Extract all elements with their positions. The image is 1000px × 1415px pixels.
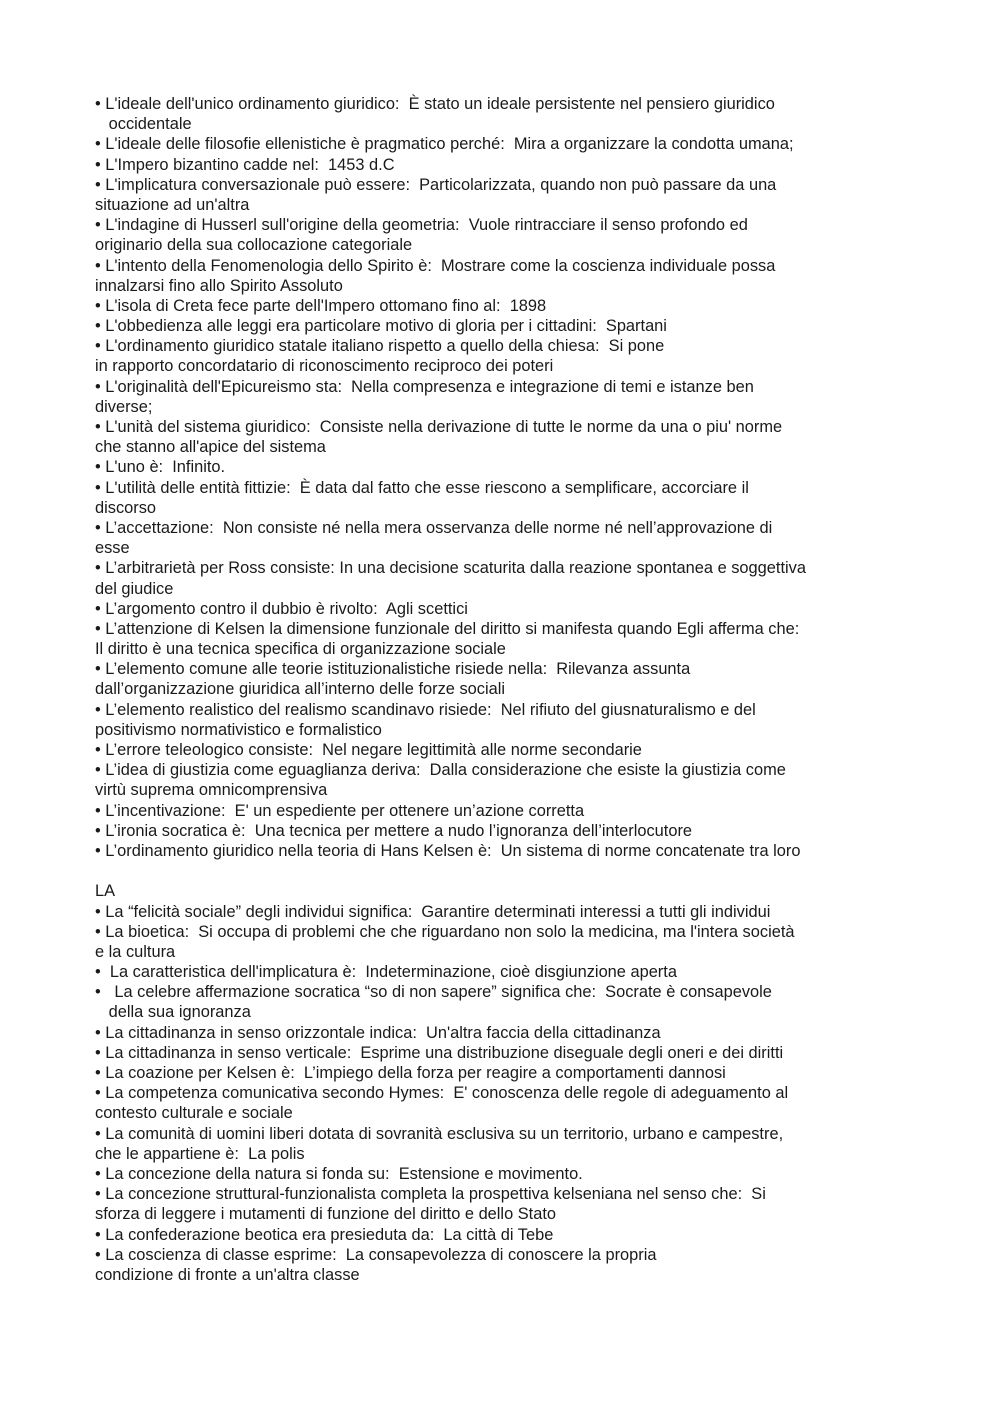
text-line: condizione di fronte a un'altra classe <box>95 1265 360 1284</box>
text-line: • La celebre affermazione socratica “so di non sapere” significa che: Socrate è consapevole <box>95 983 772 1002</box>
text-line: • L’idea di giustizia come eguaglianza deriva: Dalla considerazione che esiste la giustizia come <box>95 761 786 780</box>
text-line: • L'intento della Fenomenologia dello Spirito è: Mostrare come la coscienza individuale possa <box>95 256 776 275</box>
text-line: • L'ideale delle filosofie ellenistiche è pragmatico perché: Mira a organizzare la condotta umana; <box>95 135 794 154</box>
text-line: • La bioetica: Si occupa di problemi che che riguardano non solo la medicina, ma l'intera società <box>95 922 795 941</box>
text-line: • La comunità di uomini liberi dotata di sovranità esclusiva su un territorio, urbano e campestre, <box>95 1124 784 1143</box>
text-line: • L'implicatura conversazionale può essere: Particolarizzata, quando non può passare da una <box>95 175 777 194</box>
text-line: • La concezione struttural-funzionalista completa la prospettiva kelseniana nel senso che: Si <box>95 1185 766 1204</box>
text-line: • L'indagine di Husserl sull'origine della geometria: Vuole rintracciare il senso profondo ed <box>95 216 748 235</box>
text-line: • La concezione della natura si fonda su: Estensione e movimento. <box>95 1164 583 1183</box>
text-line: • L’ordinamento giuridico nella teoria di Hans Kelsen è: Un sistema di norme concatenate tra loro <box>95 841 801 860</box>
text-line: • La coscienza di classe esprime: La consapevolezza di conoscere la propria <box>95 1245 657 1264</box>
text-line: • La competenza comunicativa secondo Hymes: E' conoscenza delle regole di adeguamento al <box>95 1084 789 1103</box>
text-line: • L’accettazione: Non consiste né nella mera osservanza delle norme né nell’approvazione di <box>95 518 773 537</box>
text-line: • L’arbitrarietà per Ross consiste: In una decisione scaturita dalla reazione spontanea e soggettiva <box>95 559 806 578</box>
text-line: • La cittadinanza in senso orizzontale indica: Un'altra faccia della cittadinanza <box>95 1023 661 1042</box>
text-line: • L'obbedienza alle leggi era particolare motivo di gloria per i cittadini: Spartani <box>95 317 667 336</box>
text-line: • L'ordinamento giuridico statale italiano rispetto a quello della chiesa: Si pone <box>95 337 665 356</box>
section-heading: LA <box>95 882 116 901</box>
text-line: originario della sua collocazione categoriale <box>95 236 413 255</box>
text-line: occidentale <box>95 115 192 134</box>
text-line: • L’elemento realistico del realismo scandinavo risiede: Nel rifiuto del giusnaturalismo e del <box>95 700 756 719</box>
text-line: • La coazione per Kelsen è: L’impiego della forza per reagire a comportamenti dannosi <box>95 1064 726 1082</box>
text-line: • L’argomento contro il dubbio è rivolto: Agli scettici <box>95 599 468 618</box>
text-line: • L'uno è: Infinito. <box>95 458 226 477</box>
text-line: • L’incentivazione: E' un espediente per ottenere un’azione corretta <box>95 801 585 820</box>
text-line: della sua ignoranza <box>95 1003 251 1022</box>
text-line: • La cittadinanza in senso verticale: Esprime una distribuzione diseguale degli oneri e dei diritti <box>95 1043 784 1062</box>
text-line: virtù suprema omnicomprensiva <box>95 781 328 800</box>
text-line: che stanno all'apice del sistema <box>95 438 326 457</box>
text-line: • L'utilità delle entità fittizie: È data dal fatto che esse riescono a semplificare, accorciare il <box>95 478 749 497</box>
text-line: contesto culturale e sociale <box>95 1104 293 1123</box>
text-line: positivismo normativistico e formalistico <box>95 720 382 739</box>
text-line: innalzarsi fino allo Spirito Assoluto <box>95 276 343 295</box>
document-text <box>95 94 915 1285</box>
text-line: • La “felicità sociale” degli individui significa: Garantire determinati interessi a tutti gli individui <box>95 902 771 921</box>
text-line: • La confederazione beotica era presieduta da: La città di Tebe <box>95 1225 554 1244</box>
text-line: • L'Impero bizantino cadde nel: 1453 d.C <box>95 155 395 174</box>
text-line: del giudice <box>95 579 174 598</box>
text-line: dall’organizzazione giuridica all’interno delle forze sociali <box>95 680 505 699</box>
section-spacer <box>95 861 915 881</box>
text-line: esse <box>95 539 130 558</box>
text-line: Il diritto è una tecnica specifica di organizzazione sociale <box>95 640 506 659</box>
text-line: • L'ideale dell'unico ordinamento giuridico: È stato un ideale persistente nel pensiero giuridico <box>95 95 775 113</box>
text-line: discorso <box>95 498 157 517</box>
text-line: • L'isola di Creta fece parte dell'Impero ottomano fino al: 1898 <box>95 296 547 315</box>
text-line: • L’attenzione di Kelsen la dimensione funzionale del diritto si manifesta quando Egli afferma che: <box>95 619 800 638</box>
text-line: situazione ad un'altra <box>95 195 250 214</box>
text-line: • La caratteristica dell'implicatura è: Indeterminazione, cioè disgiunzione aperta <box>95 963 677 982</box>
text-line: • L’elemento comune alle teorie istituzionalistiche risiede nella: Rilevanza assunta <box>95 660 691 679</box>
text-line: • L'originalità dell'Epicureismo sta: Nella compresenza e integrazione di temi e istanze ben <box>95 377 754 396</box>
text-line: • L’errore teleologico consiste: Nel negare legittimità alle norme secondarie <box>95 741 642 759</box>
text-line: e la cultura <box>95 942 176 961</box>
text-line: che le appartiene è: La polis <box>95 1144 305 1163</box>
text-line: diverse; <box>95 397 153 416</box>
text-line: in rapporto concordatario di riconoscimento reciproco dei poteri <box>95 357 554 376</box>
text-line: sforza di leggere i mutamenti di funzione del diritto e dello Stato <box>95 1205 557 1224</box>
text-line: • L'unità del sistema giuridico: Consiste nella derivazione di tutte le norme da una o piu' norme <box>95 418 783 436</box>
text-line: • L’ironia socratica è: Una tecnica per mettere a nudo l’ignoranza dell’interlocutore <box>95 821 693 840</box>
